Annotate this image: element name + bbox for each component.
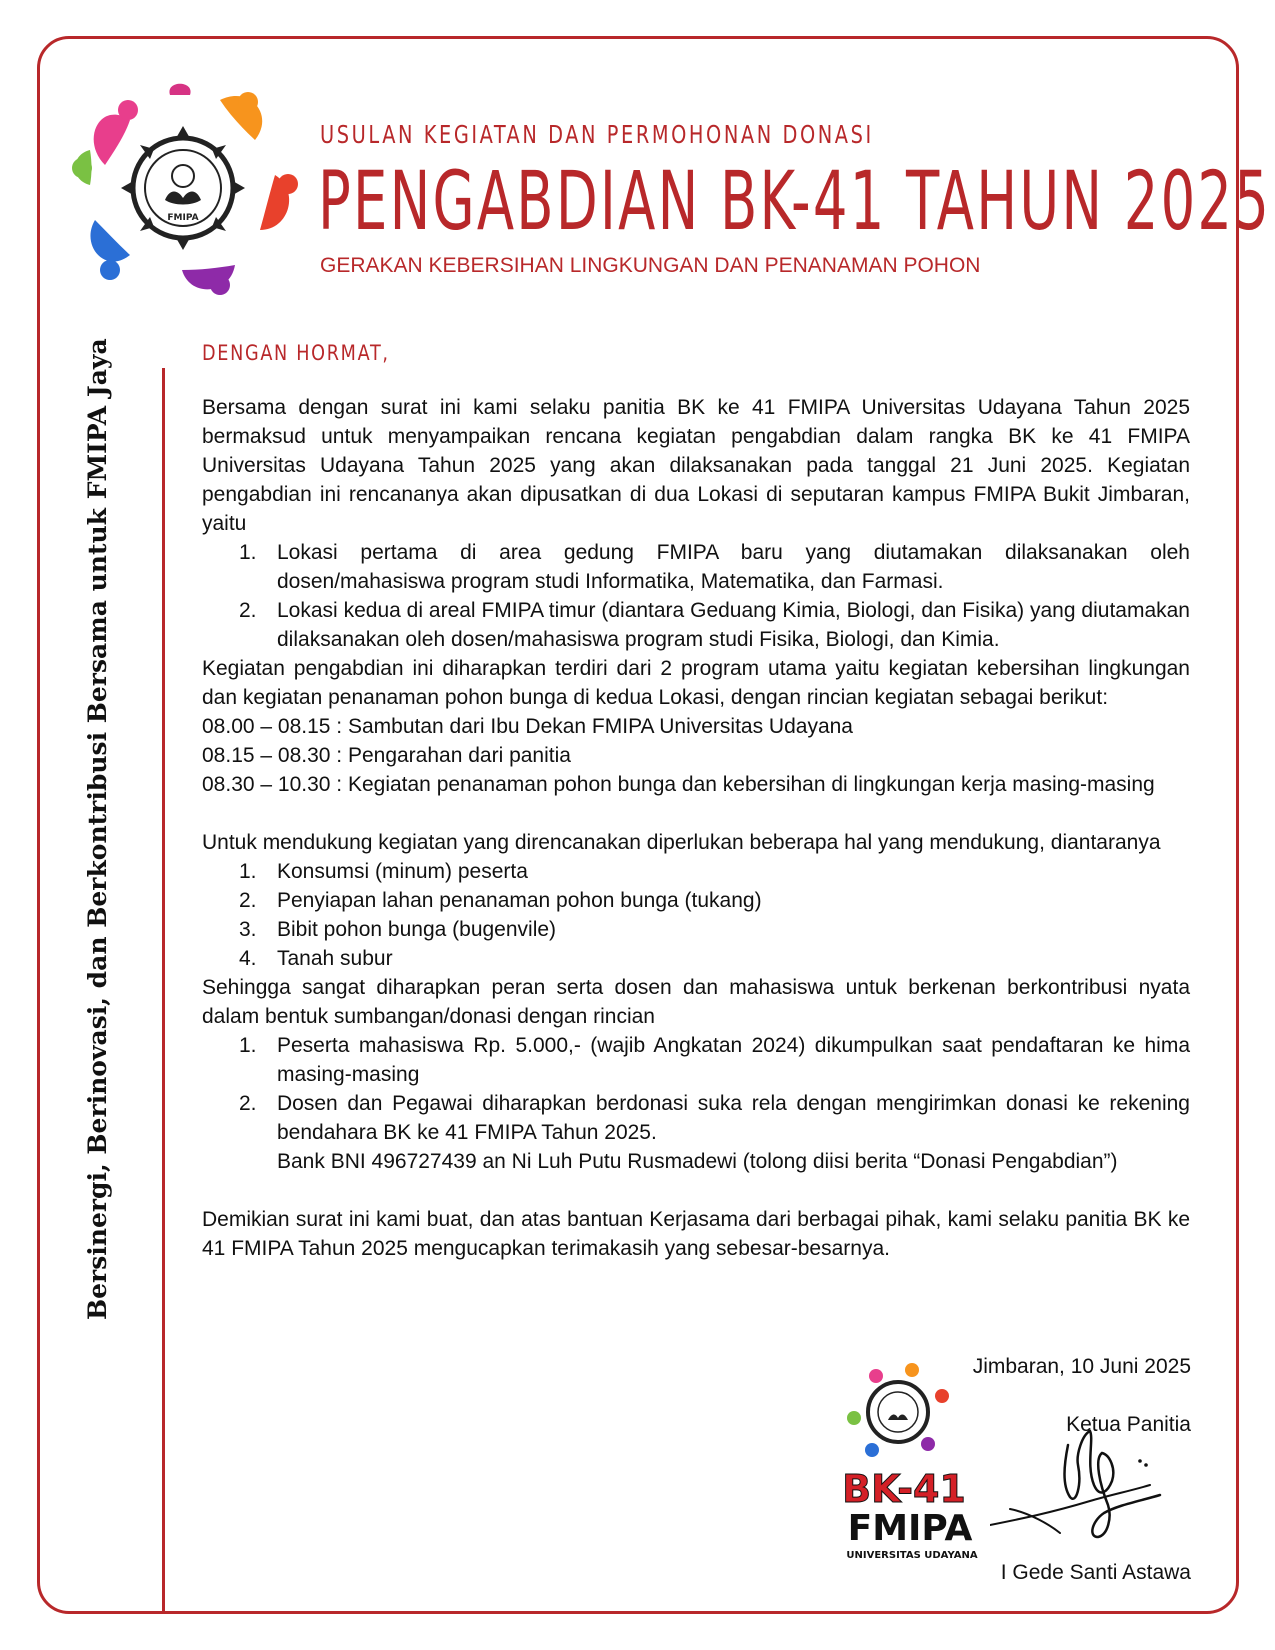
bk41-logo bbox=[842, 1362, 1002, 1562]
svg-text:FMIPA: FMIPA bbox=[847, 1508, 973, 1549]
list-item: 1. Lokasi pertama di area gedung FMIPA baru yang diutamakan dilaksanakan oleh dosen/mahasiswa program studi Informatika, Matematika, dan Farmasi. bbox=[239, 541, 1190, 593]
schedule-item: 08.30 – 10.30 : Kegiatan penanaman pohon bunga dan kebersihan di lingkungan kerja masing-masing bbox=[202, 773, 1155, 796]
header-title: PENGABDIAN BK-41 TAHUN 2025 bbox=[318, 155, 1272, 249]
logo-emblem bbox=[121, 126, 245, 250]
intro-paragraph: Bersama dengan surat ini kami selaku panitia BK ke 41 FMIPA Universitas Udayana Tahun 2025 bermaksud untuk menyampaikan rencana kegiatan pengabdian dalam rangka BK ke 41 FMIPA Universitas Udayana Tahun 2025 yang akan dilaksanakan pada tanggal 21 Juni 2025. Kegiatan pengabdian ini rencananya akan dipusatkan di dua Lokasi di seputaran kampus FMIPA Bukit Jimbaran, yaitu bbox=[202, 396, 1190, 535]
signer-name: I Gede Santi Astawa bbox=[1000, 1561, 1191, 1584]
list-item: 2. Penyiapan lahan penanaman pohon bunga (tukang) bbox=[239, 889, 762, 912]
list-item: 1. Peserta mahasiswa Rp. 5.000,- (wajib Angkatan 2024) dikumpulkan saat pendaftaran ke hima masing-masing bbox=[239, 1034, 1190, 1086]
place-date: Jimbaran, 10 Juni 2025 bbox=[972, 1355, 1191, 1378]
signer-role: Ketua Panitia bbox=[1066, 1413, 1191, 1436]
svg-text:BK-41: BK-41 bbox=[842, 1467, 966, 1511]
list-item: 2. Dosen dan Pegawai diharapkan berdonasi suka rela dengan mengirimkan donasi ke rekening bendahara BK ke 41 FMIPA Tahun 2025. bbox=[239, 1092, 1190, 1144]
location-list bbox=[202, 538, 1190, 654]
list-item: 3. Bibit pohon bunga (bugenvile) bbox=[239, 918, 557, 941]
margin-rule bbox=[162, 368, 165, 1614]
bank-account: Bank BNI 496727439 an Ni Luh Putu Rusmadewi (tolong diisi berita “Donasi Pengabdian”) bbox=[277, 1150, 1118, 1173]
closing-paragraph: Demikian surat ini kami buat, dan atas bantuan Kerjasama dari berbagai pihak, kami selaku panitia BK ke 41 FMIPA Tahun 2025 mengucapkan terimakasih yang sebesar-besarnya. bbox=[202, 1208, 1190, 1260]
donation-paragraph: Sehingga sangat diharapkan peran serta dosen dan mahasiswa untuk berkenan berkontribusi nyata dalam bentuk sumbangan/donasi dengan rincian bbox=[202, 976, 1190, 1028]
header-subtitle: USULAN KEGIATAN DAN PERMOHONAN DONASI bbox=[320, 120, 874, 149]
schedule-item: 08.00 – 08.15 : Sambutan dari Ibu Dekan FMIPA Universitas Udayana bbox=[202, 715, 853, 738]
list-item: 1. Konsumsi (minum) peserta bbox=[239, 860, 528, 883]
svg-text:FMIPA: FMIPA bbox=[167, 213, 199, 223]
side-motto: Bersinergi, Berinovasi, dan Berkontribusi Bersama untuk FMIPA Jaya bbox=[83, 338, 112, 1320]
svg-text:UNIVERSITAS UDAYANA: UNIVERSITAS UDAYANA bbox=[846, 1550, 978, 1561]
needs-paragraph: Untuk mendukung kegiatan yang direncanakan diperlukan beberapa hal yang mendukung, diantaranya bbox=[202, 831, 1161, 854]
greeting: DENGAN HORMAT, bbox=[202, 341, 390, 365]
fmipa-logo bbox=[70, 80, 306, 300]
donation-list bbox=[202, 1031, 1190, 1147]
list-item: 4. Tanah subur bbox=[239, 947, 393, 970]
handwritten-signature bbox=[990, 1425, 1170, 1550]
stamp-emblem bbox=[847, 1363, 949, 1457]
list-item: 2. Lokasi kedua di areal FMIPA timur (diantara Geduang Kimia, Biologi, dan Fisika) yang diutamakan dilaksanakan oleh dosen/mahasiswa program studi Fisika, Biologi, dan Kimia. bbox=[239, 599, 1190, 651]
header-theme: GERAKAN KEBERSIHAN LINGKUNGAN DAN PENANAMAN POHON bbox=[320, 254, 981, 277]
letter-body bbox=[202, 393, 1190, 1263]
program-paragraph: Kegiatan pengabdian ini diharapkan terdiri dari 2 program utama yaitu kegiatan kebersihan lingkungan dan kegiatan penanaman pohon bunga di kedua Lokasi, dengan rincian kegiatan sebagai berikut: bbox=[202, 657, 1190, 709]
schedule-item: 08.15 – 08.30 : Pengarahan dari panitia bbox=[202, 744, 571, 767]
needs-list bbox=[202, 857, 1190, 973]
